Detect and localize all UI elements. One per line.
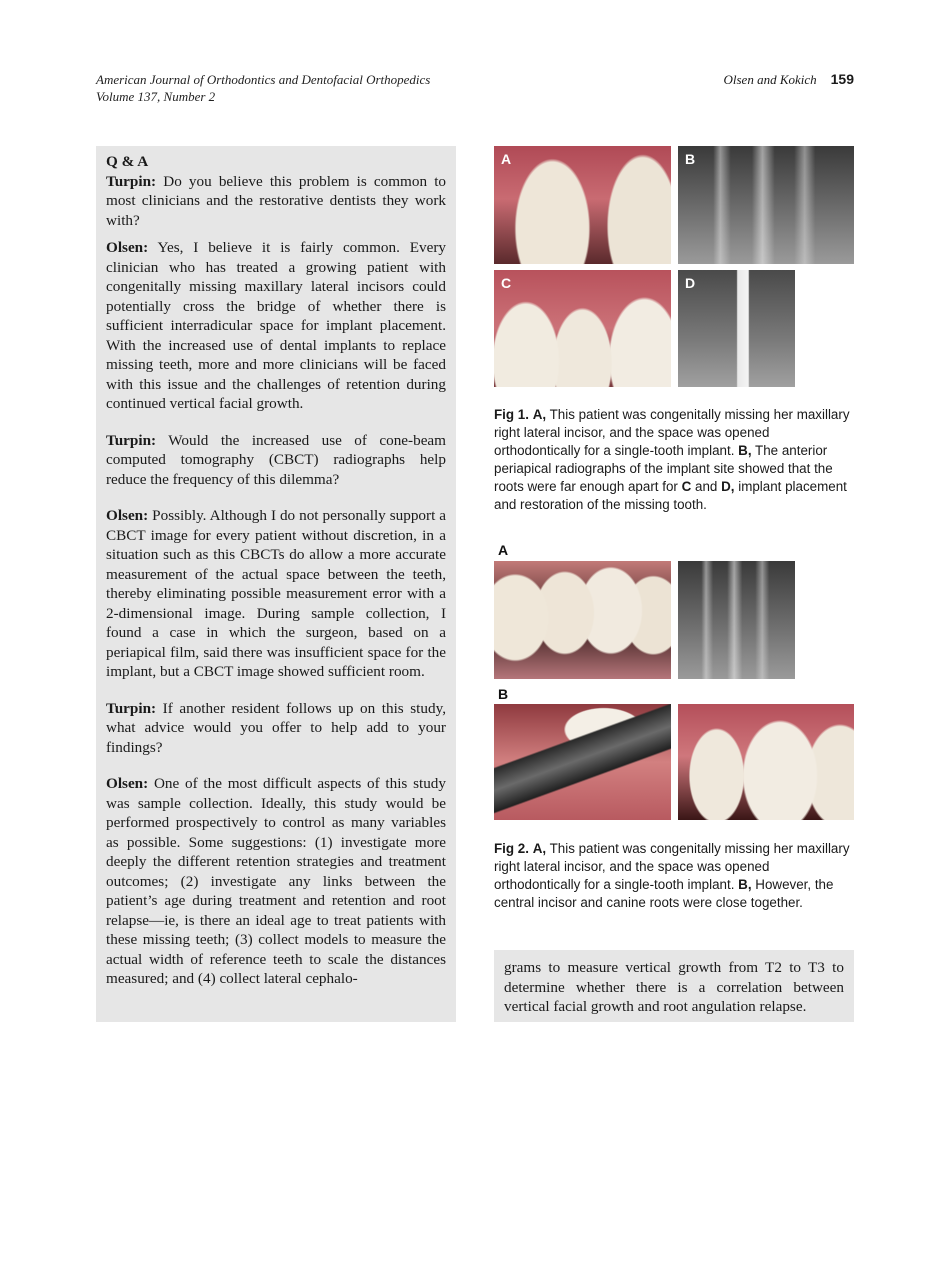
fig2-panel-b-photo-teeth — [678, 704, 854, 820]
qa-text: Possibly. Although I do not personally support a CBCT image for every patient without discretion, in a situation such as this CBCTs do allow a more accurate measurement of the actual space between the teeth, thereby eliminating possible measurement error with a 2-dimensional image. During sample collection, I found a case in which the surgeon, based on a periapical film, said there was insufficient space for the implant, but a CBCT image showed sufficient room. — [106, 507, 446, 680]
qa-text: Yes, I believe it is fairly common. Every clinician who has treated a growing patient with congenitally missing maxillary lateral incisors could potentially cross the bridge of whether there is sufficient interradicular space for implant placement. With the increased use of dental implants to replace missing teeth, more and more clinicians will be faced with this issue and the challenges of retention during continued vertical facial growth. — [106, 239, 447, 412]
fig1-panel-label-b: B — [685, 151, 696, 167]
qa-text: Do you believe this problem is common to most clinicians and the restorative dentists they work with? — [106, 172, 447, 229]
qa-entry — [106, 238, 446, 414]
fig1-caption-ref-c: C — [681, 479, 692, 494]
fig1-panel-a-photo — [494, 146, 671, 264]
qa-continuation-text: grams to measure vertical growth from T2 to T3 to determine whether there is a correlation between vertical facial growth and root angulation relapse. — [504, 959, 844, 1015]
fig2-panel-b-photo-appliance — [494, 704, 671, 820]
fig2-caption-label: Fig 2. — [494, 841, 529, 856]
qa-entry — [106, 431, 446, 490]
fig1-caption-text: and — [695, 479, 718, 494]
fig2-caption-text: This patient was congenitally missing her maxillary right lateral incisor, and the space was opened orthodontically for a single-tooth implant. — [494, 841, 850, 892]
fig2-panel-a-photo — [494, 561, 671, 679]
fig1-caption-ref-a: A, — [532, 407, 547, 422]
fig2-caption-ref-a: A, — [532, 841, 547, 856]
fig2-panel-label-b: B — [498, 686, 509, 702]
fig2-panel-label-a: A — [498, 542, 509, 558]
fig1-panel-label-d: D — [685, 275, 696, 291]
qa-speaker: Turpin: — [106, 431, 157, 449]
fig1-caption-ref-d: D, — [721, 479, 735, 494]
running-header-journal — [96, 71, 430, 105]
journal-volume: Volume 137, Number 2 — [96, 89, 216, 104]
fig1-caption-ref-b: B, — [738, 443, 752, 458]
qa-speaker: Turpin: — [106, 172, 157, 190]
fig2-caption-ref-b: B, — [738, 877, 752, 892]
fig1-panel-d-radiograph — [678, 270, 795, 387]
page-number: 159 — [830, 71, 854, 87]
fig1-caption-text: This patient was congenitally missing her maxillary right lateral incisor, and the space was opened orthodontically for a single-tooth implant. — [494, 407, 850, 458]
running-header-right — [723, 71, 854, 88]
fig1-panel-label-a: A — [501, 151, 512, 167]
qa-entry — [106, 506, 446, 682]
qa-box — [96, 146, 456, 1022]
fig1-caption — [494, 406, 854, 514]
qa-speaker: Turpin: — [106, 699, 157, 717]
qa-speaker: Olsen: — [106, 239, 149, 256]
fig1-caption-label: Fig 1. — [494, 407, 529, 422]
qa-entry — [106, 699, 446, 758]
qa-entry — [106, 172, 446, 231]
qa-entry — [106, 774, 446, 989]
fig1-caption-text: implant placement and restoration of the missing tooth. — [494, 479, 847, 512]
qa-speaker: Olsen: — [106, 507, 149, 524]
fig2-panel-a-radiograph — [678, 561, 795, 679]
qa-text: One of the most difficult aspects of this study was sample collection. Ideally, this study would be performed prospectively to control as many variables as possible. Some suggestions: (1) investigate more deeply the different retention strategies and treatment outcomes; (2) investigate any links between the patient’s age during treatment and retention and root relapse—ie, is there an ideal age to treat patients with these missing teeth; (3) collect models to measure the actual width of reference teeth to scale the distances measured; and (4) collect lateral cephalo- — [106, 775, 446, 987]
fig1-caption-text: The anterior periapical radiographs of the implant site showed that the roots were far enough apart for — [494, 443, 833, 494]
fig2-caption-text: However, the central incisor and canine roots were close together. — [494, 877, 834, 910]
qa-title: Q & A — [106, 153, 149, 170]
fig1-panel-label-c: C — [501, 275, 512, 291]
fig1-panel-c-photo — [494, 270, 671, 387]
fig2-caption — [494, 840, 854, 912]
journal-title: American Journal of Orthodontics and Dentofacial Orthopedics — [96, 72, 431, 87]
fig1-panel-b-radiograph — [678, 146, 854, 264]
qa-text: Would the increased use of cone-beam computed tomography (CBCT) radiographs help reduce the frequency of this dilemma? — [106, 431, 446, 488]
running-authors: Olsen and Kokich — [723, 72, 817, 87]
qa-speaker: Olsen: — [106, 775, 149, 792]
qa-text: If another resident follows up on this study, what advice would you offer to help add to your findings? — [106, 699, 446, 756]
qa-continuation-box — [494, 950, 854, 1022]
